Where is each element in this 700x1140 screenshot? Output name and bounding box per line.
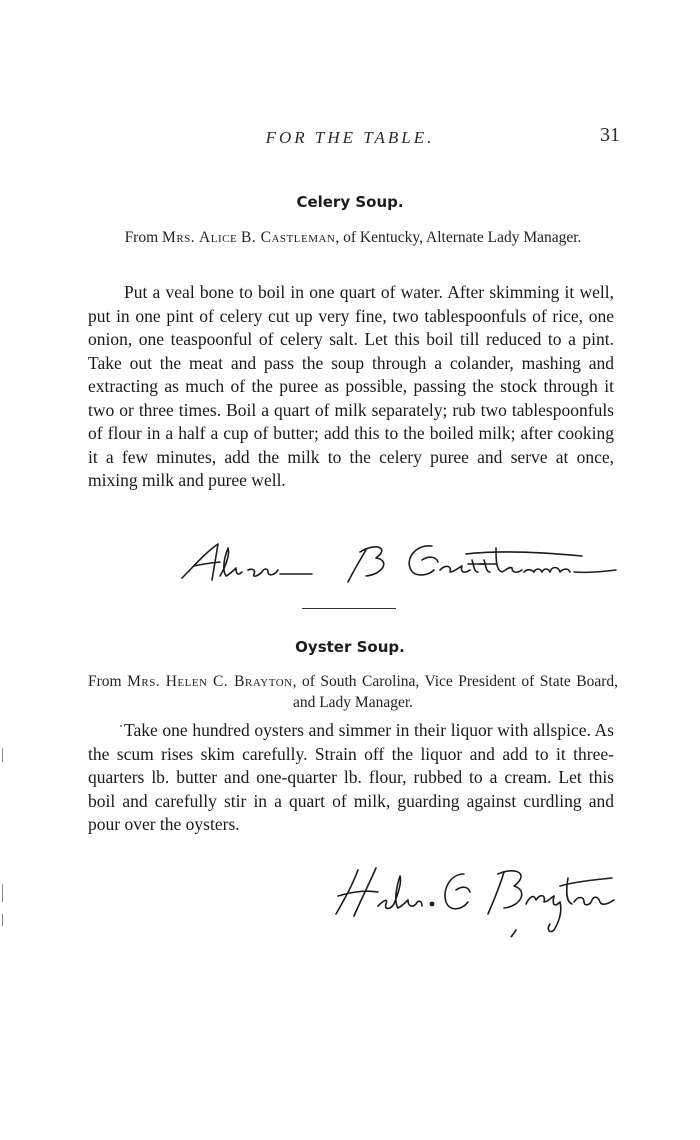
byline-honorific: Mrs.: [162, 229, 196, 246]
byline-suffix: , of South Carolina, Vice President of State Board, and Lady Manager.: [292, 673, 619, 711]
byline-prefix: From: [124, 229, 159, 246]
byline-name-rest: C. Brayton: [212, 673, 293, 690]
recipe-byline: [88, 671, 618, 713]
margin-mark: [2, 884, 3, 902]
signature-castleman: [170, 536, 620, 596]
margin-mark: [2, 748, 3, 762]
margin-mark: [120, 725, 122, 727]
section-divider: [302, 608, 396, 609]
recipe-byline: [88, 227, 618, 248]
byline-name-first: Alice: [199, 229, 238, 246]
byline-name-rest: B. Castleman: [241, 229, 336, 246]
recipe-title: Oyster Soup.: [295, 638, 405, 656]
byline-prefix: From: [88, 673, 122, 690]
recipe-body: Put a veal bone to boil in one quart of water. After skimming it well, put in one pint of celery cut up very fine, two tablespoonfuls of rice, one onion, one teaspoonful of celery salt. Let this boil till reduced to a pint. Take out the meat and pass the soup through a colander, mashing and extracting as much of the puree as possible, passing the stock through it two or three times. Boil a quart of milk separately; rub two tablespoonfuls of flour in a half a cup of butter; add this to the boiled milk; after cooking it a few minutes, add the milk to the celery puree and serve at once, mixing milk and puree well.: [88, 282, 614, 490]
byline-suffix: , of Kentucky, Alternate Lady Manager.: [335, 229, 582, 246]
page-number: 31: [600, 124, 620, 146]
running-head: FOR THE TABLE.: [265, 128, 435, 147]
recipe-title: Celery Soup.: [296, 193, 404, 211]
signature-brayton: [328, 858, 628, 938]
byline-honorific: Mrs.: [127, 673, 161, 690]
recipe-body: Take one hundred oysters and simmer in their liquor with allspice. As the scum rises skim carefully. Strain off the liquor and add to it three-quarters lb. butter and one-quarter lb. flour, rubbed to a cream. Let this boil and carefully stir in a quart of milk, guarding against curdling and pour over the oysters.: [88, 720, 614, 834]
byline-name-first: Helen: [165, 673, 208, 690]
margin-mark: [2, 914, 3, 926]
